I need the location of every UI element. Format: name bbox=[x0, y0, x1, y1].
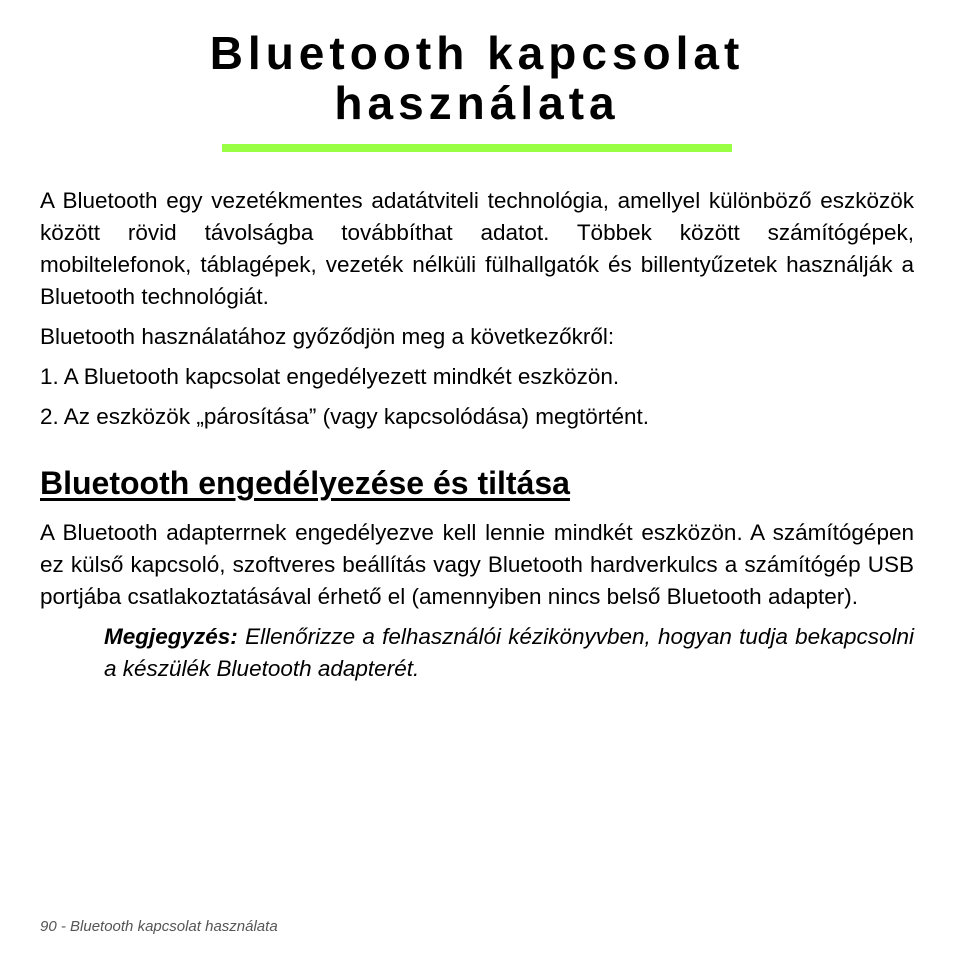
note bbox=[104, 621, 914, 685]
page-title bbox=[0, 28, 954, 128]
requirement-item-2: 2. Az eszközök „párosítása” (vagy kapcsolódása) megtörtént. bbox=[40, 404, 650, 429]
page-footer: 90 - Bluetooth kapcsolat használata bbox=[40, 918, 278, 935]
title-underline-bar bbox=[222, 144, 732, 152]
page-title-line-1: Bluetooth kapcsolat bbox=[209, 27, 745, 79]
note-label: Megjegyzés: bbox=[104, 624, 238, 649]
intro-paragraph: A Bluetooth egy vezetékmentes adatátviteli technológia, amellyel különböző eszközök között rövid távolságba továbbíthat adatot. Többek között számítógépek, mobiltelefonok, táblagépek, vezeték nélküli fülhallgatók és billentyűzetek használják a Bluetooth technológiát. bbox=[40, 188, 914, 309]
section-paragraph: A Bluetooth adapterrnek engedélyezve kell lennie mindkét eszközön. A számítógépen ez külső kapcsoló, szoftveres beállítás vagy Bluetooth hardverkulcs a számítógép USB portjába csatlakoztatásával érhető el (amennyiben nincs belső Bluetooth adapter). bbox=[40, 520, 914, 609]
note-text: Ellenőrizze a felhasználói kézikönyvben, hogyan tudja bekapcsolni a készülék Bluetooth adapterét. bbox=[104, 624, 914, 681]
page-title-line-2: használata bbox=[334, 77, 620, 129]
requirement-item-1: 1. A Bluetooth kapcsolat engedélyezett mindkét eszközön. bbox=[40, 364, 620, 389]
page-content bbox=[40, 185, 914, 685]
section-heading: Bluetooth engedélyezése és tiltása bbox=[40, 465, 570, 501]
requirements-intro: Bluetooth használatához győződjön meg a következőkről: bbox=[40, 324, 615, 349]
